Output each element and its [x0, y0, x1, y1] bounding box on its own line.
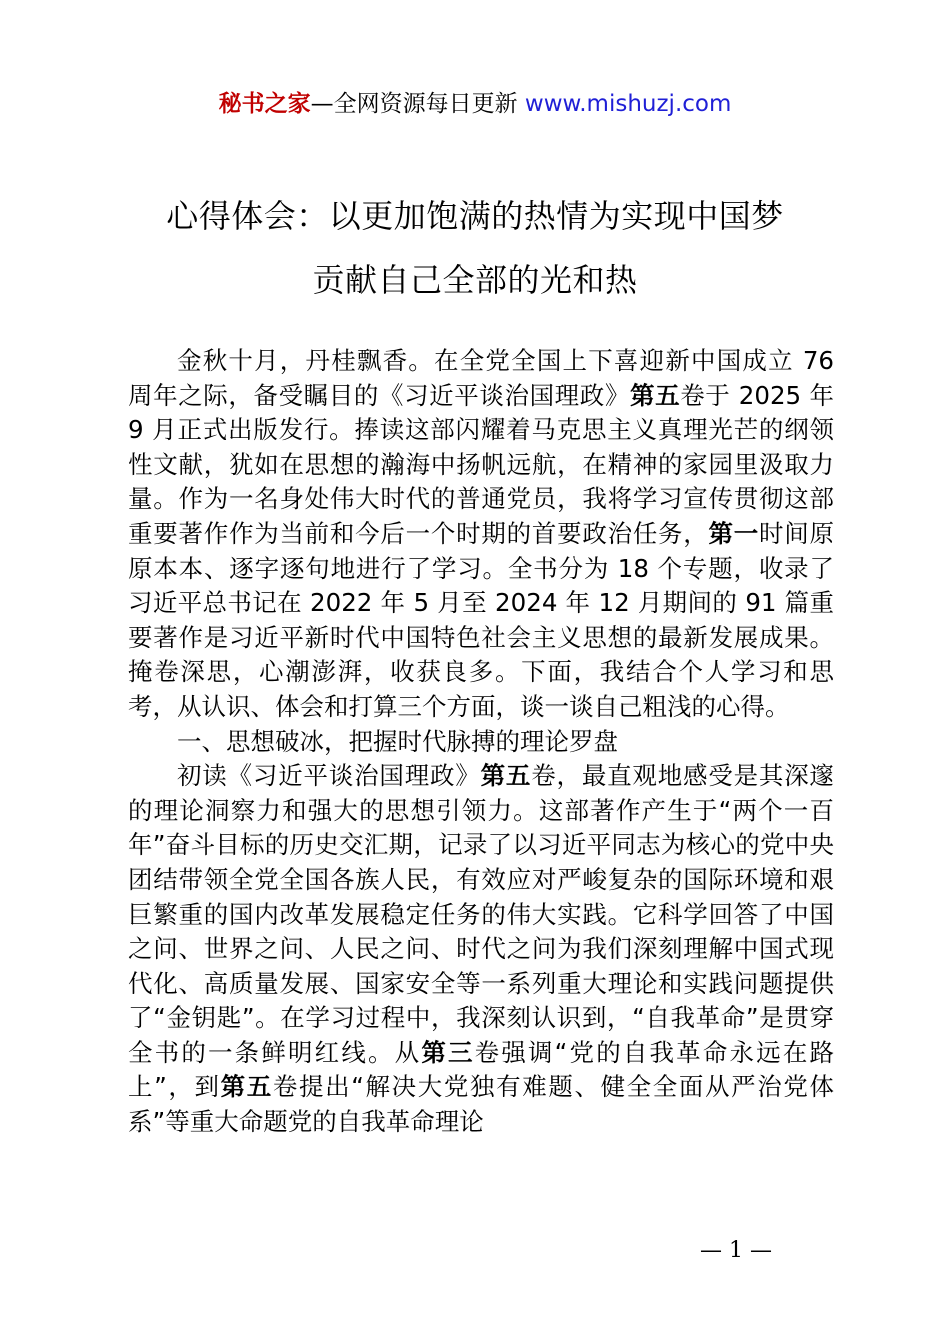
page-title — [60, 184, 890, 312]
bold-text: 第五 — [480, 761, 532, 791]
bold-text: 第三 — [421, 1037, 475, 1067]
brand-name: 秘书之家 — [218, 91, 311, 117]
paragraph-text: 卷，最直观地感受是其深邃的理论洞察力和强大的思想引领力。这部著作产生于“两个一百年”奋斗目标的历史交汇期，记录了以习近平同志为核心的党中央团结带领全党全国各族人民，有效应对严峻复杂的国际环境和艰巨繁重的国内改革发展稳定任务的伟大实践。它科学回答了中国之问、世界之问、人民之问、时代之问为我们深刻理解中国式现代化、高质量发展、国家安全等一系列重大理论和实践问题提供了“金钥匙”。在学习过程中，我深刻认识到，“自我革命”是贯穿全书的一条鲜明红线。从 — [128, 761, 835, 1067]
site-header — [0, 88, 950, 120]
header-tagline: —全网资源每日更新 — [310, 91, 518, 117]
paragraph-text: 时间原原本本、逐字逐句地进行了学习。全书分为 18 个专题，收录了习近平总书记在 2022 年 5 月至 2024 年 12 月期间的 91 篇重要著作是习近平新时代中国特色社会主义思想的最新发展成果。掩卷深思，心潮澎湃，收获良多。下面，我结合个人学习和思考，从认识、体会和打算三个方面，谈一谈自己粗浅的心得。 — [128, 518, 835, 721]
paragraph-text: 一、思想破冰，把握时代脉搏的理论罗盘 — [177, 726, 618, 756]
paragraph-text: 金秋十月，丹桂飘香。在全党全国上下喜迎新中国成立 76 周年之际，备受瞩目的《习近平谈治国理政》 — [128, 346, 834, 410]
body-paragraph — [128, 344, 834, 725]
page-number: — 1 — — [700, 1238, 772, 1263]
bold-text: 第一 — [708, 518, 760, 548]
section-heading — [128, 725, 834, 760]
paragraph-text: 卷于 2025 年 9 月正式出版发行。捧读这部闪耀着马克思主义真理光芒的纲领性文献，犹如在思想的瀚海中扬帆远航，在精神的家园里汲取力量。作为一名身处伟大时代的普通党员，我将学习宣传贯彻这部重要著作作为当前和今后一个时期的首要政治任务， — [128, 380, 835, 548]
article-body — [128, 344, 834, 1140]
paragraph-text: 初读《习近平谈治国理政》 — [177, 761, 481, 791]
bold-text: 第五 — [629, 380, 681, 410]
paragraph-text: 卷提出“解决大党独有难题、健全全面从严治党体系”等重大命题党的自我革命理论 — [128, 1072, 834, 1137]
body-paragraph — [128, 759, 834, 1140]
bold-text: 第五 — [220, 1072, 273, 1102]
title-line-1: 心得体会：以更加饱满的热情为实现中国梦 — [166, 197, 784, 235]
paragraph-text: 卷强调“党的自我革命永远在路上”，到 — [128, 1037, 835, 1102]
site-url-link[interactable]: www.mishuzj.com — [524, 91, 732, 117]
title-line-2: 贡献自己全部的光和热 — [312, 261, 638, 299]
